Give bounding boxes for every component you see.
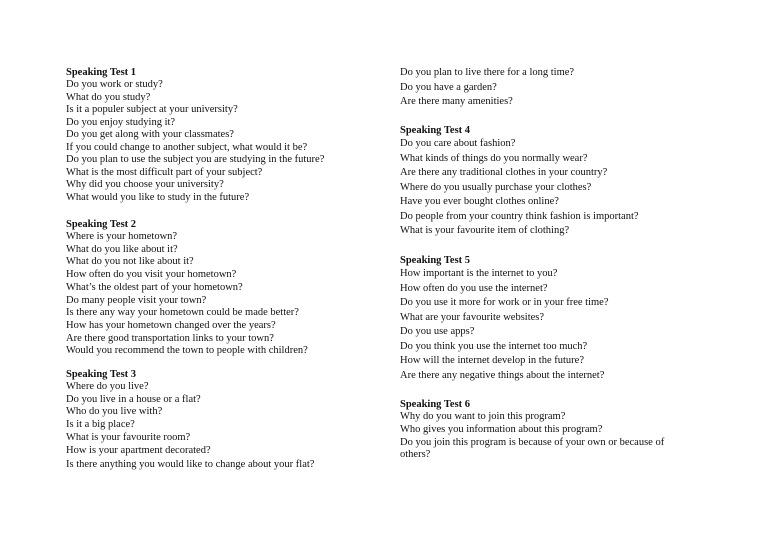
question-list — [66, 231, 366, 358]
question: Is it a populer subject at your university? — [66, 104, 238, 115]
question: How often do you use the internet? — [400, 282, 548, 294]
question: What do you not like about it? — [66, 256, 194, 268]
question: What is your favourite room? — [66, 431, 191, 443]
question: Are there good transportation links to your town? — [66, 332, 274, 344]
question-list — [400, 411, 700, 461]
question: Do you live in a house or a flat? — [66, 393, 201, 405]
question: What would you like to study in the future? — [66, 191, 250, 203]
question-list — [66, 381, 366, 472]
question: What are your favourite websites? — [400, 311, 545, 323]
speaking-test-4 — [400, 124, 700, 239]
question: Where do you live? — [66, 381, 149, 392]
question: Is it a big place? — [66, 419, 135, 431]
question: If you could change to another subject, what would it be? — [66, 141, 308, 153]
speaking-test-1 — [66, 66, 366, 204]
question: Are there any traditional clothes in your country? — [400, 167, 608, 178]
question: Do you have a garden? — [400, 81, 497, 93]
question: Do you join this program is because of your own or because of others? — [400, 436, 665, 460]
question: Do you enjoy studying it? — [66, 116, 176, 128]
question: Why did you choose your university? — [66, 179, 224, 190]
question: What is the most difficult part of your subject? — [66, 166, 263, 178]
question: Have you ever bought clothes online? — [400, 196, 559, 207]
question: Do you work or study? — [66, 79, 163, 90]
question-list — [400, 137, 700, 239]
question: What’s the oldest part of your hometown? — [66, 281, 243, 293]
question: What kinds of things do you normally wear? — [400, 152, 588, 164]
section-title: Speaking Test 5 — [400, 255, 471, 266]
question: Are there many amenities? — [400, 96, 513, 107]
question-list — [400, 267, 700, 383]
question: How has your hometown changed over the years? — [66, 319, 276, 331]
speaking-test-3 — [66, 368, 366, 472]
speaking-test-2 — [66, 218, 366, 358]
question: Would you recommend the town to people with children? — [66, 345, 308, 357]
speaking-test-6 — [400, 398, 700, 461]
section-title: Speaking Test 3 — [66, 369, 137, 380]
question: Do you get along with your classmates? — [66, 129, 234, 140]
question: How important is the internet to you? — [400, 268, 558, 279]
question: Are there any negative things about the internet? — [400, 369, 605, 381]
question: Do you care about fashion? — [400, 138, 516, 149]
question: Do you use apps? — [400, 326, 475, 337]
question: Who do you live with? — [66, 406, 163, 418]
question-list — [400, 66, 700, 110]
question: Do you plan to use the subject you are studying in the future? — [66, 154, 325, 165]
question: Where do you usually purchase your clothes? — [400, 181, 592, 193]
question: Do you think you use the internet too much? — [400, 340, 588, 352]
section-title: Speaking Test 6 — [400, 399, 471, 410]
question: How will the internet develop in the future? — [400, 355, 584, 366]
speaking-test-5 — [400, 254, 700, 383]
section-title: Speaking Test 1 — [66, 67, 137, 78]
question: How often do you visit your hometown? — [66, 269, 237, 281]
section-title: Speaking Test 4 — [400, 125, 471, 136]
question: Is there any way your hometown could be made better? — [66, 307, 299, 319]
question: Do many people visit your town? — [66, 294, 207, 306]
question: How is your apartment decorated? — [66, 444, 211, 456]
section-title: Speaking Test 2 — [66, 219, 137, 230]
question: Who gives you information about this program? — [400, 423, 603, 435]
speaking-test-3-continued — [400, 66, 700, 110]
question: What do you like about it? — [66, 243, 178, 255]
question: Do you plan to live there for a long time? — [400, 67, 575, 78]
question: Do people from your country think fashion is important? — [400, 210, 639, 222]
question: Why do you want to join this program? — [400, 411, 566, 422]
question-list — [66, 79, 366, 204]
question: Is there anything you would like to change about your flat? — [66, 459, 315, 471]
question: Do you use it more for work or in your free time? — [400, 297, 609, 308]
question: Where is your hometown? — [66, 231, 178, 242]
question: What do you study? — [66, 91, 151, 103]
question: What is your favourite item of clothing? — [400, 225, 570, 236]
